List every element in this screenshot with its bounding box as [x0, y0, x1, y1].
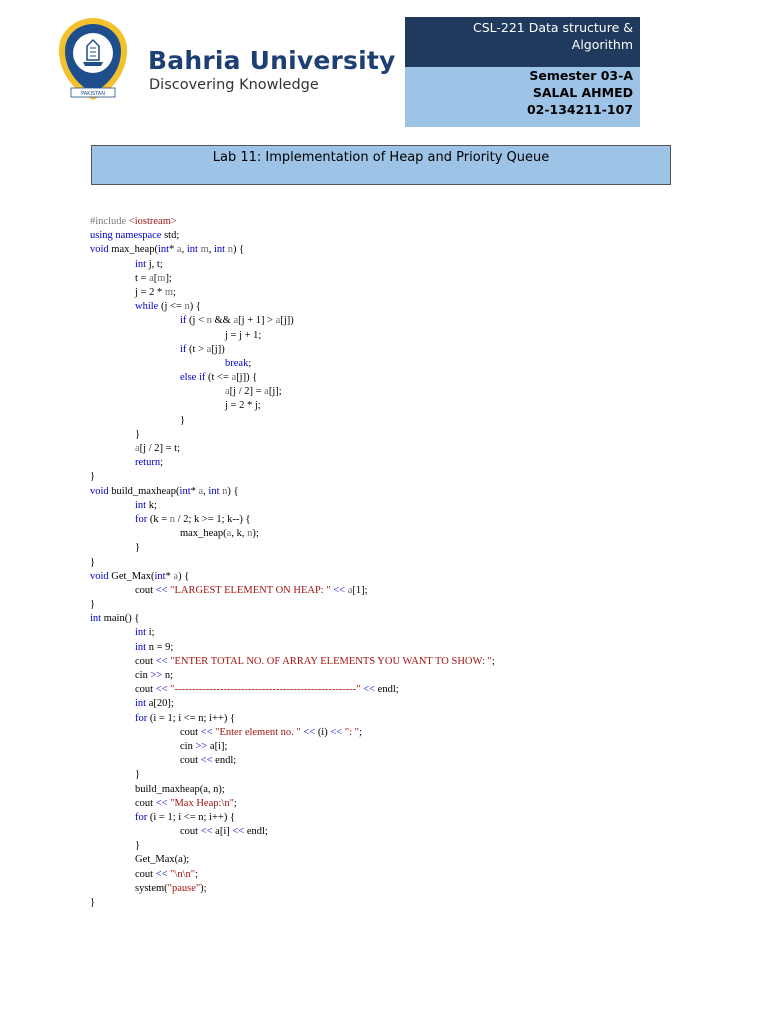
code-line — [90, 825, 495, 839]
code-token: int — [90, 613, 102, 625]
code-token: int — [186, 244, 198, 256]
code-token: [j / 2] = — [229, 386, 265, 398]
code-line — [90, 712, 495, 726]
code-token: ; — [173, 286, 176, 298]
code-token: [j]) — [280, 315, 294, 327]
code-token: << — [303, 726, 316, 738]
code-token: n; — [162, 670, 174, 681]
code-token: a[20]; — [146, 698, 174, 710]
code-token: a — [231, 372, 237, 384]
code-token: void — [90, 244, 109, 256]
code-line — [90, 797, 495, 811]
code-token: (t <= — [205, 372, 232, 384]
code-line — [90, 726, 495, 740]
code-token: , k, — [231, 528, 248, 540]
code-token: build_maxheap( — [108, 485, 180, 497]
code-token: i; — [146, 627, 155, 639]
code-token: while — [135, 301, 159, 313]
code-line — [90, 485, 495, 499]
code-line — [90, 371, 495, 385]
code-token: void — [90, 570, 109, 582]
code-token: ) { — [178, 570, 190, 582]
code-token: ": " — [344, 726, 359, 738]
code-token: break — [225, 357, 249, 369]
code-token: << — [232, 826, 245, 838]
code-token: for — [135, 712, 148, 724]
code-token: a[i] — [212, 826, 233, 838]
code-token: cout — [180, 826, 201, 838]
code-token: [j]) { — [236, 372, 258, 384]
code-token: Get_Max( — [108, 570, 155, 582]
code-token: (i) — [315, 726, 331, 738]
course-title-line: Algorithm — [571, 37, 633, 52]
enrollment-number: 02-134211-107 — [526, 102, 633, 117]
university-tagline: Discovering Knowledge — [149, 77, 319, 93]
code-line — [90, 258, 495, 272]
code-token: a — [233, 315, 239, 327]
code-token: int — [135, 258, 147, 270]
code-token: int — [179, 485, 191, 497]
code-token: } — [90, 599, 96, 611]
code-line — [90, 783, 495, 797]
code-line — [90, 243, 495, 257]
code-token: ) { — [227, 485, 239, 497]
code-token: "\n\n" — [170, 868, 196, 880]
code-token: << — [155, 655, 168, 667]
code-token: n — [169, 513, 176, 525]
code-token: a — [264, 386, 269, 398]
code-token: n — [227, 244, 233, 256]
code-token: n = 9; — [146, 641, 174, 653]
code-token: , — [181, 244, 187, 256]
code-token: ) { — [232, 244, 245, 256]
code-token: ; — [160, 457, 163, 469]
code-token: cin — [180, 740, 196, 752]
code-token: n — [206, 315, 212, 327]
code-token: int — [213, 244, 226, 256]
code-token: m — [200, 244, 209, 256]
code-token: "Max Heap:\n" — [170, 797, 234, 809]
code-line — [90, 556, 495, 570]
semester-label: Semester 03-A — [529, 68, 633, 83]
code-token: else if — [180, 372, 206, 384]
code-token: ); — [200, 882, 207, 894]
code-line — [90, 626, 495, 640]
code-token: return — [135, 457, 161, 469]
code-token: ; — [491, 655, 495, 667]
code-line — [90, 470, 495, 484]
code-token: endl; — [375, 684, 399, 696]
code-token: int — [135, 499, 147, 511]
code-token: int — [135, 627, 147, 639]
code-line — [90, 442, 495, 456]
code-token: >> — [195, 740, 208, 752]
code-line — [90, 527, 495, 541]
code-token: cout — [135, 797, 156, 809]
code-token: << — [200, 726, 213, 738]
code-line — [90, 385, 495, 399]
code-token: "LARGEST ELEMENT ON HEAP: " — [170, 584, 331, 596]
code-line — [90, 811, 495, 825]
code-token: max_heap( — [180, 528, 227, 540]
code-token: (j < — [186, 315, 207, 327]
code-token: n — [247, 528, 253, 540]
code-token: endl; — [244, 826, 268, 838]
code-token: * — [169, 244, 177, 256]
code-token: cout — [135, 655, 156, 667]
code-line — [90, 683, 495, 697]
code-token: } — [135, 769, 141, 781]
code-token: ]; — [165, 272, 172, 284]
code-token: << — [155, 797, 168, 809]
code-token: #include — [90, 216, 129, 227]
code-token: a — [176, 244, 182, 256]
student-name: SALAL AHMED — [532, 85, 633, 100]
code-token: cout — [135, 584, 156, 596]
code-token: "----------------------------------------------------" — [170, 684, 361, 696]
code-line — [90, 584, 495, 598]
code-token: } — [90, 556, 96, 568]
code-token: / 2; k >= 1; k--) { — [175, 513, 251, 525]
code-token: a — [173, 570, 179, 582]
code-token: n — [184, 301, 190, 313]
code-token: [j + 1] > — [238, 315, 276, 327]
university-name: Bahria University — [148, 46, 396, 75]
code-token: [j]; — [268, 386, 282, 398]
code-line — [90, 839, 495, 853]
code-token: << — [200, 826, 213, 838]
code-token: (j <= — [158, 301, 185, 313]
code-token: cin — [135, 670, 151, 681]
code-line — [90, 754, 495, 768]
course-title-line: CSL-221 Data structure & — [472, 20, 633, 35]
code-line — [90, 768, 495, 782]
code-line — [90, 641, 495, 655]
code-token: a — [347, 584, 353, 596]
code-token: << — [155, 684, 168, 696]
code-token: std; — [161, 230, 180, 242]
code-line — [90, 428, 495, 442]
code-token: a — [149, 272, 154, 284]
code-token: "pause" — [167, 882, 201, 894]
student-info-box — [405, 67, 640, 127]
code-token: } — [90, 471, 96, 483]
code-line — [90, 215, 495, 229]
code-token: max_heap( — [108, 244, 158, 256]
code-token: <iostream> — [128, 216, 177, 227]
code-token: } — [90, 897, 96, 908]
code-line — [90, 655, 495, 669]
code-token: >> — [150, 670, 163, 681]
code-token: for — [135, 811, 148, 823]
code-token: && — [211, 315, 234, 327]
code-token: system( — [135, 882, 168, 894]
code-token: n — [222, 485, 228, 497]
code-token: ; — [233, 797, 237, 809]
code-line — [90, 399, 495, 413]
code-line — [90, 740, 495, 754]
code-token: * — [165, 570, 174, 582]
code-token: using namespace — [90, 230, 162, 242]
code-token: int — [157, 244, 170, 256]
code-token: ) { — [189, 301, 201, 313]
code-line — [90, 357, 495, 371]
code-token: , — [208, 244, 214, 256]
code-token: } — [135, 840, 141, 852]
code-token: } — [135, 542, 141, 554]
code-token: "Enter element no. " — [215, 726, 301, 738]
code-token: (t > — [186, 343, 207, 355]
code-token: cout — [135, 868, 156, 880]
code-token: j = j + 1; — [225, 329, 262, 341]
code-line — [90, 669, 495, 683]
code-token: a — [225, 386, 230, 398]
code-line — [90, 272, 495, 286]
code-token: main() { — [101, 613, 140, 625]
code-line — [90, 612, 495, 626]
code-token: ; — [195, 868, 199, 880]
code-line — [90, 896, 495, 910]
code-token: cout — [180, 726, 201, 738]
code-line — [90, 513, 495, 527]
code-token: int — [208, 485, 220, 497]
code-token: cout — [180, 755, 201, 767]
code-token: ; — [248, 357, 252, 369]
code-token: for — [135, 513, 148, 525]
code-line — [90, 414, 495, 428]
code-token: << — [155, 868, 168, 880]
code-token: (i = 1; i <= n; i++) { — [147, 712, 235, 724]
code-token: [ — [153, 272, 158, 284]
code-token: a — [226, 528, 232, 540]
code-line — [90, 329, 495, 343]
code-line — [90, 697, 495, 711]
code-line — [90, 229, 495, 243]
code-token: if — [180, 343, 187, 355]
code-line — [90, 286, 495, 300]
code-token: endl; — [212, 755, 237, 767]
code-token: } — [180, 414, 186, 426]
code-token: a — [198, 485, 204, 497]
code-token: void — [90, 485, 109, 497]
code-token: a[i]; — [207, 740, 228, 752]
code-token: int — [135, 641, 147, 653]
code-token: [1]; — [352, 584, 368, 596]
code-token: a — [206, 343, 212, 355]
university-seal-logo — [57, 16, 129, 102]
code-token: << — [155, 584, 168, 596]
code-token: (i = 1; i <= n; i++) { — [147, 811, 235, 823]
code-token: t = — [135, 272, 150, 284]
code-listing — [90, 215, 495, 910]
code-line — [90, 343, 495, 357]
code-token: if — [180, 315, 187, 327]
code-token: } — [135, 428, 141, 440]
code-token: [j / 2] = t; — [139, 443, 181, 454]
code-token: Get_Max(a); — [135, 854, 190, 866]
code-line — [90, 868, 495, 882]
code-line — [90, 456, 495, 470]
code-token: int — [154, 570, 166, 582]
svg-text:PAKISTAN: PAKISTAN — [81, 91, 105, 97]
code-line — [90, 314, 495, 328]
code-line — [90, 598, 495, 612]
code-token: m — [157, 272, 166, 284]
code-line — [90, 882, 495, 896]
code-token: << — [330, 726, 343, 738]
code-token: << — [363, 684, 376, 696]
code-token: << — [200, 755, 213, 767]
code-token: j = 2 * j; — [225, 400, 261, 412]
code-token: int — [135, 698, 147, 710]
code-line — [90, 570, 495, 584]
code-token: << — [333, 584, 346, 596]
code-line — [90, 300, 495, 314]
code-token: m — [164, 286, 174, 298]
code-token: j = 2 * — [135, 286, 165, 298]
code-token: a — [275, 315, 281, 327]
code-token: build_maxheap(a, n); — [135, 783, 225, 795]
code-token: "ENTER TOTAL NO. OF ARRAY ELEMENTS YOU WANT TO SHOW: " — [170, 655, 492, 667]
code-token: j, t; — [146, 258, 163, 270]
course-title-box — [405, 17, 640, 67]
code-token: ; — [358, 726, 362, 738]
code-line — [90, 853, 495, 867]
code-token: , — [203, 485, 209, 497]
code-line — [90, 541, 495, 555]
code-token: a — [135, 443, 140, 454]
code-token: k; — [146, 499, 157, 511]
code-line — [90, 499, 495, 513]
code-token: [j]) — [211, 343, 225, 355]
code-token: cout — [135, 684, 156, 696]
code-token: * — [190, 485, 199, 497]
code-token: ); — [252, 528, 259, 540]
code-token: (k = — [147, 513, 170, 525]
lab-title: Lab 11: Implementation of Heap and Priority Queue — [91, 145, 671, 185]
